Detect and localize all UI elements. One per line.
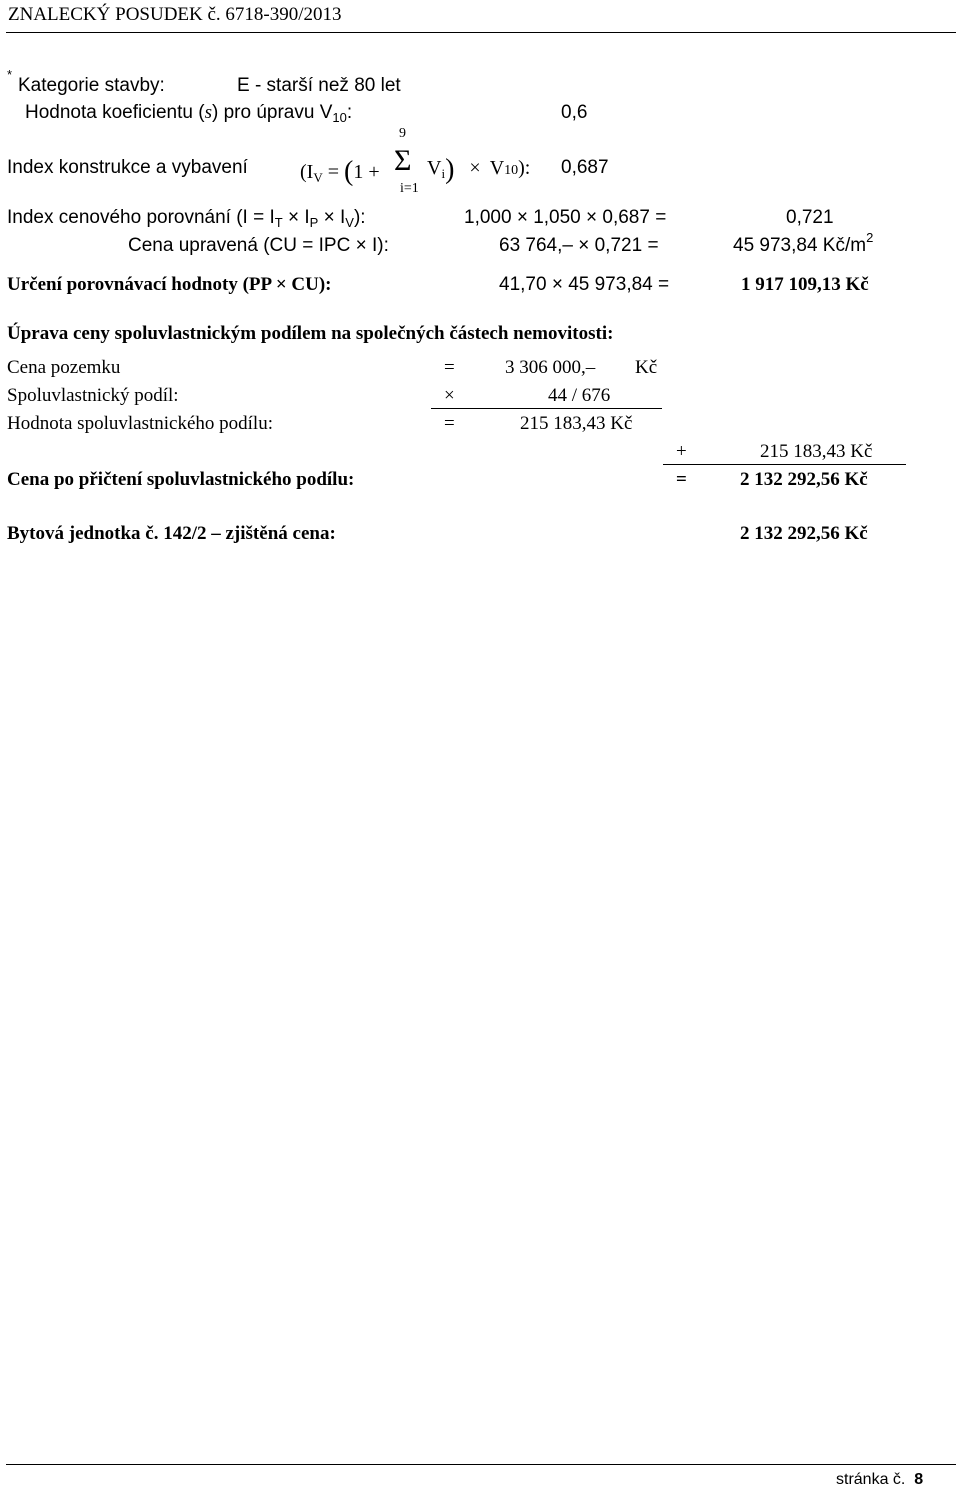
share-value: 44 / 676	[548, 385, 611, 406]
total-label: Cena po přičtení spoluvlastnického podílu:	[7, 469, 355, 490]
share-value-result: 215 183,43 Kč	[520, 413, 633, 434]
footnote-mark: *	[7, 67, 13, 82]
result-label: Bytová jednotka č. 142/2 – zjištěná cena:	[7, 523, 336, 544]
document-header-title: ZNALECKÝ POSUDEK č. 6718-390/2013	[8, 4, 342, 25]
coefficient-s: s	[204, 102, 212, 123]
land-price-label: Cena pozemku	[7, 357, 121, 378]
comparative-value-label: Určení porovnávací hodnoty (PP × CU):	[7, 274, 332, 295]
addition-underline	[663, 464, 906, 465]
category-label: Kategorie stavby:	[18, 75, 165, 96]
header-rule	[6, 32, 956, 33]
category-value: E - starší než 80 let	[237, 75, 401, 96]
construction-index-formula: ($I_V = (1$ +	[300, 156, 380, 187]
construction-index-label: Index konstrukce a vybavení	[7, 157, 248, 178]
price-comparison-calc: 1,000 × 1,050 × 0,687 =	[464, 207, 667, 228]
construction-index-value: 0,687	[561, 157, 609, 178]
adjusted-price-label: Cena upravená (CU = IPC × I):	[128, 235, 389, 256]
result-value: 2 132 292,56 Kč	[740, 523, 868, 544]
share-value-op: =	[444, 413, 455, 434]
page-number: stránka č. 8	[836, 1471, 924, 1488]
addition-value: 215 183,43 Kč	[760, 441, 873, 462]
share-op: ×	[444, 385, 455, 406]
comparative-value-result: 1 917 109,13 Kč	[741, 274, 869, 295]
construction-index-formula-tail: $V_i) \times V10$):	[427, 154, 531, 185]
footer-rule	[6, 1464, 956, 1465]
sum-lower-limit: i=1	[400, 181, 419, 196]
share-value-label: Hodnota spoluvlastnického podílu:	[7, 413, 273, 434]
share-label: Spoluvlastnický podíl:	[7, 385, 179, 406]
land-price-value: 3 306 000,–	[505, 357, 596, 378]
adjusted-price-calc: 63 764,– × 0,721 =	[499, 235, 659, 256]
land-price-unit: Kč	[635, 357, 658, 378]
sum-upper-limit: 9	[399, 126, 406, 141]
comparative-value-calc: 41,70 × 45 973,84 =	[499, 274, 670, 295]
co-ownership-heading: Úprava ceny spoluvlastnickým podílem na společných částech nemovitosti:	[7, 323, 614, 344]
total-op: =	[676, 469, 687, 490]
adjusted-price-value: 45 973,84 $Kč/m^2$	[733, 230, 874, 256]
coefficient-value: 0,6	[561, 102, 588, 123]
share-underline	[431, 408, 662, 409]
total-value: 2 132 292,56 Kč	[740, 469, 868, 490]
sum-symbol: Σ	[394, 144, 412, 177]
land-price-op: =	[444, 357, 455, 378]
coefficient-label: Hodnota koeficientu (s) pro úpravu $V_{10}$:	[25, 102, 353, 125]
addition-op: +	[676, 441, 687, 462]
price-comparison-label: Index cenového porovnání $(I = I_T \times I_P \times I_V)$:	[7, 207, 366, 230]
price-comparison-value: 0,721	[786, 207, 834, 228]
